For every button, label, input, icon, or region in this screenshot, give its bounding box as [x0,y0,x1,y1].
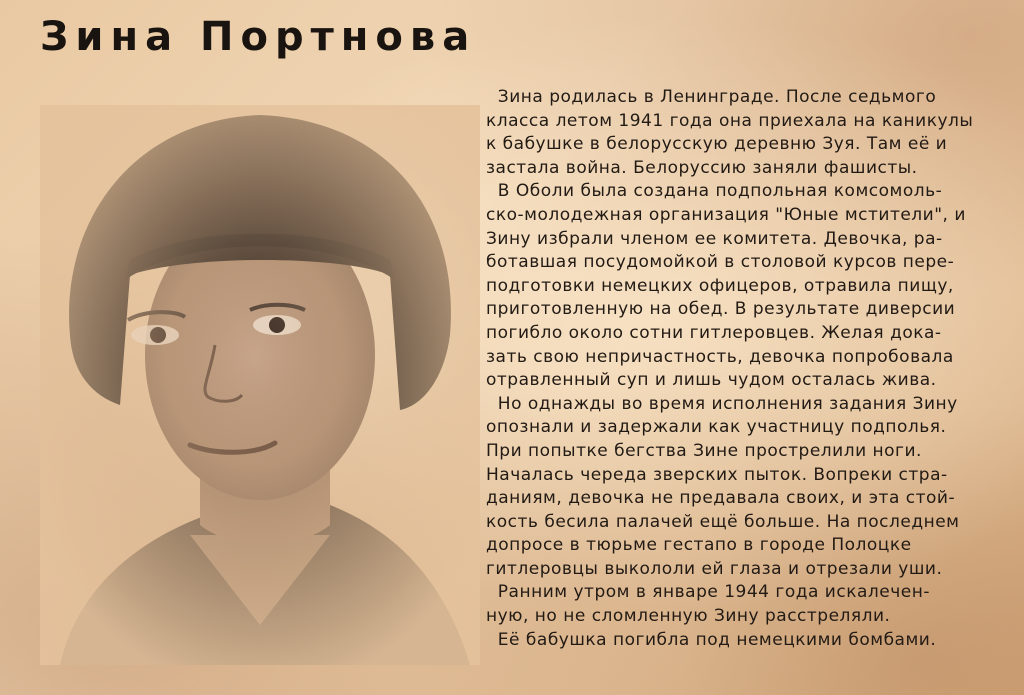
page-title: Зина Портнова [40,14,477,60]
bio-line: подготовки немецких офицеров, отравила пищу, [486,275,954,296]
bio-line: допросе в тюрьме гестапо в городе Полоцке [486,535,912,556]
bio-line: погибло около сотни гитлеровцев. Желая дока- [486,322,942,343]
bio-line: При попытке бегства Зине прострелили ноги. [486,440,922,461]
portrait-photo [40,105,480,665]
bio-line: ную, но не сломленную Зину расстреляли. [486,606,891,627]
biography-text [486,86,1006,652]
bio-line: ско-молодежная организация "Юные мстители", и [486,204,966,225]
bio-line: гитлеровцы выкололи ей глаза и отрезали уши. [486,558,943,579]
bio-line: отравленный суп и лишь чудом осталась жива. [486,370,937,391]
bio-line: Её бабушка погибла под немецкими бомбами. [486,629,937,650]
bio-line: приготовленную на обед. В результате диверсии [486,299,956,320]
bio-line: зать свою непричастность, девочка попробовала [486,346,954,367]
bio-line: В Оболи была создана подпольная комсомоль- [486,181,943,202]
bio-line: к бабушке в белорусскую деревню Зуя. Там её и [486,134,948,155]
bio-line: застала война. Белоруссию заняли фашисты. [486,157,918,178]
bio-line: Ранним утром в январе 1944 года искалечен- [486,582,930,603]
bio-line: опознали и задержали как участницу подполья. [486,417,947,438]
bio-line: класса летом 1941 года она приехала на каникулы [486,110,974,131]
bio-line: кость бесила палачей ещё больше. На последнем [486,511,960,532]
bio-line: даниям, девочка не предавала своих, и эта стой- [486,488,956,509]
bio-line: Зину избрали членом ее комитета. Девочка, ра- [486,228,943,249]
bio-line: Зина родилась в Ленинграде. После седьмого [486,87,937,107]
bio-line: Но однажды во время исполнения задания Зину [486,393,958,414]
bio-line: ботавшая посудомойкой в столовой курсов пере- [486,252,955,273]
bio-line: Началась череда зверских пыток. Вопреки стра- [486,464,948,485]
